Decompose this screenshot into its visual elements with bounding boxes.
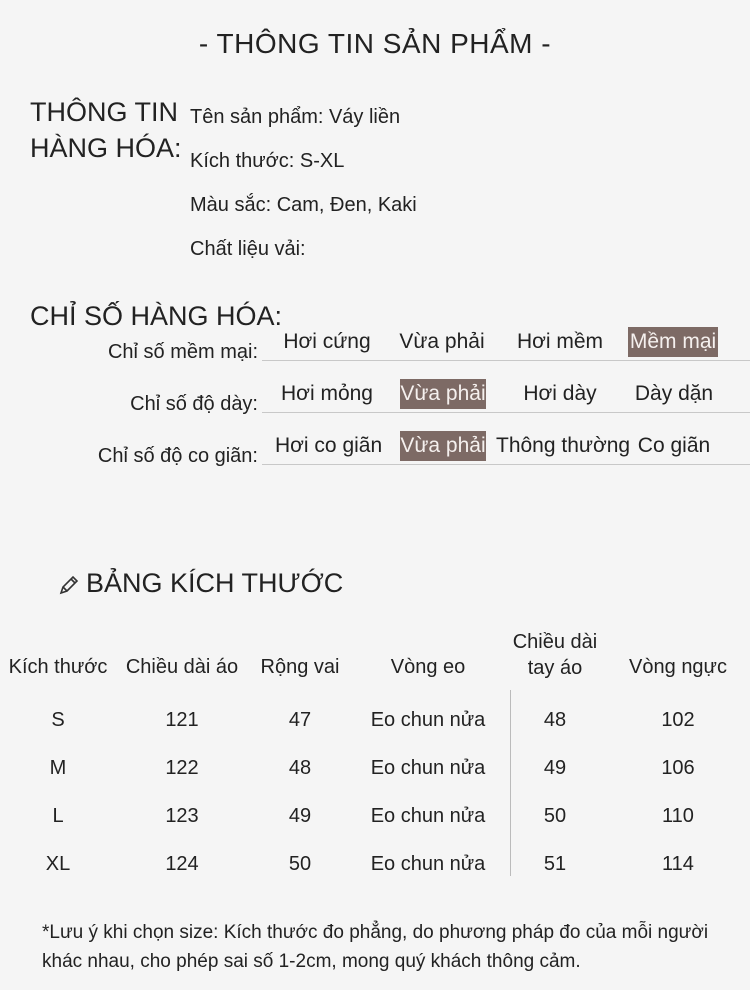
product-size: Kích thước: S-XL bbox=[190, 150, 345, 172]
index-divider bbox=[262, 412, 750, 413]
index-option: Dày dặn bbox=[634, 382, 714, 405]
size-note-line1: *Lưu ý khi chọn size: Kích thước đo phẳng, do phương pháp đo của mỗi người bbox=[42, 922, 709, 943]
pencil-icon bbox=[58, 574, 80, 596]
column-header: Chiều dài áo bbox=[125, 656, 239, 678]
index-option-selected: Vừa phải bbox=[400, 379, 486, 409]
table-row bbox=[0, 840, 750, 888]
table-cell: M bbox=[49, 756, 67, 779]
column-header: Chiều dài tay áo bbox=[512, 631, 598, 679]
table-cell: 48 bbox=[288, 756, 312, 779]
size-note-line2: khác nhau, cho phép sai số 1-2cm, mong quý khách thông cảm. bbox=[42, 951, 581, 972]
table-cell: 123 bbox=[165, 804, 199, 827]
index-divider bbox=[262, 464, 750, 465]
index-label: Chỉ số độ co giãn: bbox=[97, 445, 258, 467]
table-row bbox=[0, 744, 750, 792]
table-cell: 48 bbox=[543, 708, 567, 731]
index-label: Chỉ số độ dày: bbox=[130, 393, 258, 415]
column-header: Rộng vai bbox=[260, 656, 340, 678]
table-row bbox=[0, 792, 750, 840]
table-cell: 121 bbox=[165, 708, 199, 731]
table-cell: 51 bbox=[543, 852, 567, 875]
index-option: Hơi dày bbox=[523, 382, 597, 405]
index-option: Co giãn bbox=[637, 434, 711, 457]
table-header-row bbox=[0, 638, 750, 696]
size-table bbox=[0, 631, 750, 888]
page-title: - THÔNG TIN SẢN PHẨM - bbox=[198, 28, 552, 59]
index-option: Hơi mỏng bbox=[281, 382, 373, 405]
index-option: Hơi cứng bbox=[283, 330, 371, 353]
index-option: Vừa phải bbox=[399, 330, 485, 353]
indices-heading: CHỈ SỐ HÀNG HÓA: bbox=[30, 301, 283, 331]
table-cell: 114 bbox=[662, 852, 694, 875]
column-header: Kích thước bbox=[8, 656, 108, 678]
table-cell: 102 bbox=[661, 708, 695, 731]
table-cell: Eo chun nửa bbox=[370, 708, 486, 731]
product-material: Chất liệu vải: bbox=[190, 238, 306, 260]
size-note bbox=[42, 918, 722, 976]
index-label: Chỉ số mềm mại: bbox=[107, 341, 258, 363]
table-cell: S bbox=[51, 708, 65, 731]
table-cell: 106 bbox=[661, 756, 695, 779]
product-colors: Màu sắc: Cam, Đen, Kaki bbox=[190, 194, 417, 216]
index-option: Thông thường bbox=[496, 434, 631, 457]
table-cell: Eo chun nửa bbox=[370, 756, 486, 779]
table-cell: 124 bbox=[165, 852, 199, 875]
index-option: Hơi mềm bbox=[516, 330, 604, 353]
table-cell: Eo chun nửa bbox=[370, 804, 486, 827]
table-cell: 47 bbox=[288, 708, 312, 731]
column-header: Vòng ngực bbox=[629, 656, 727, 678]
table-cell: 49 bbox=[288, 804, 312, 827]
table-cell: 110 bbox=[662, 804, 694, 827]
table-cell: Eo chun nửa bbox=[370, 852, 486, 875]
table-cell: XL bbox=[45, 852, 71, 875]
index-divider bbox=[262, 360, 750, 361]
table-cell: 50 bbox=[543, 804, 567, 827]
table-cell: 50 bbox=[288, 852, 312, 875]
product-info-heading bbox=[30, 94, 182, 166]
table-cell: 122 bbox=[165, 756, 199, 779]
size-table-heading: BẢNG KÍCH THƯỚC bbox=[86, 568, 344, 598]
product-info-heading-line1: THÔNG TIN bbox=[30, 97, 178, 127]
table-cell: 49 bbox=[543, 756, 567, 779]
product-name: Tên sản phẩm: Váy liền bbox=[190, 106, 401, 128]
table-row bbox=[0, 696, 750, 744]
table-divider bbox=[510, 690, 511, 876]
index-option-selected: Mềm mại bbox=[628, 327, 718, 357]
column-header: Vòng eo bbox=[390, 656, 466, 678]
index-option: Hơi co giãn bbox=[275, 434, 383, 457]
table-cell: L bbox=[52, 804, 64, 827]
product-info-heading-line2: HÀNG HÓA: bbox=[30, 133, 182, 163]
index-option-selected: Vừa phải bbox=[400, 431, 486, 461]
